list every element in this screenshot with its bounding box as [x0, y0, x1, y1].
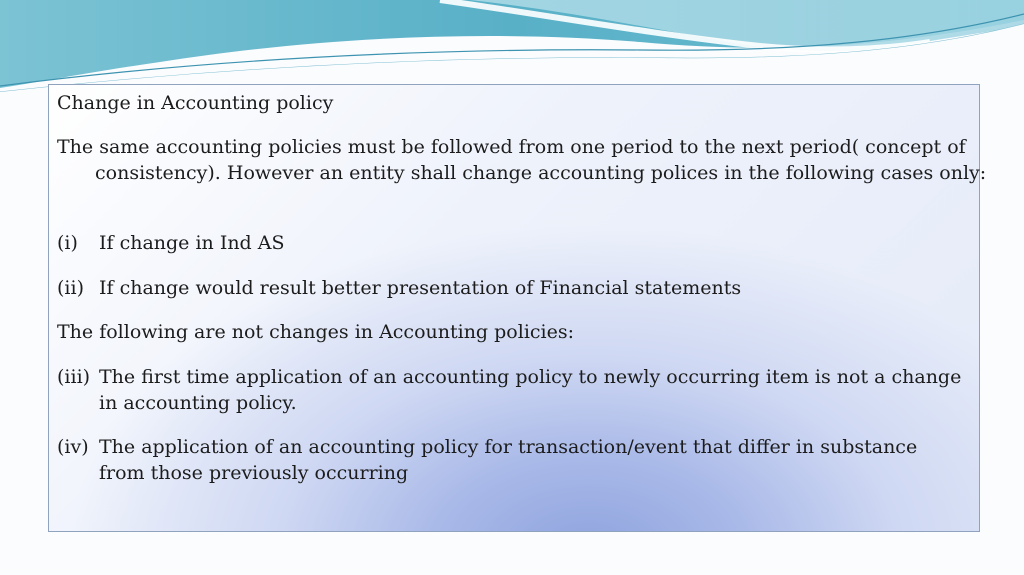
list-marker: (ii): [57, 277, 84, 299]
content-box: [48, 84, 987, 532]
list-item-i: [57, 231, 967, 257]
list-marker: (iii): [57, 366, 91, 388]
list-item-iii: [57, 365, 967, 416]
not-changes-heading: The following are not changes in Accounting policies:: [57, 321, 575, 343]
list-item-text: If change would result better presentation of Financial statements: [99, 277, 742, 299]
intro-paragraph: The same accounting policies must be followed from one period to the next period( concept of consistency). However an entity shall change accounting polices in the following cases only:: [57, 136, 987, 184]
list-marker: (i): [57, 232, 78, 254]
list-item-iv: [57, 435, 967, 486]
list-item-ii: [57, 276, 967, 302]
list-marker: (iv): [57, 436, 89, 458]
list-item-text: The application of an accounting policy for transaction/event that differ in substance from those previously occurring: [99, 436, 918, 484]
list-item-text: If change in Ind AS: [99, 232, 285, 254]
list-item-text: The first time application of an accounting policy to newly occurring item is not a change in accounting policy.: [99, 366, 962, 414]
slide-title: Change in Accounting policy: [57, 92, 334, 114]
